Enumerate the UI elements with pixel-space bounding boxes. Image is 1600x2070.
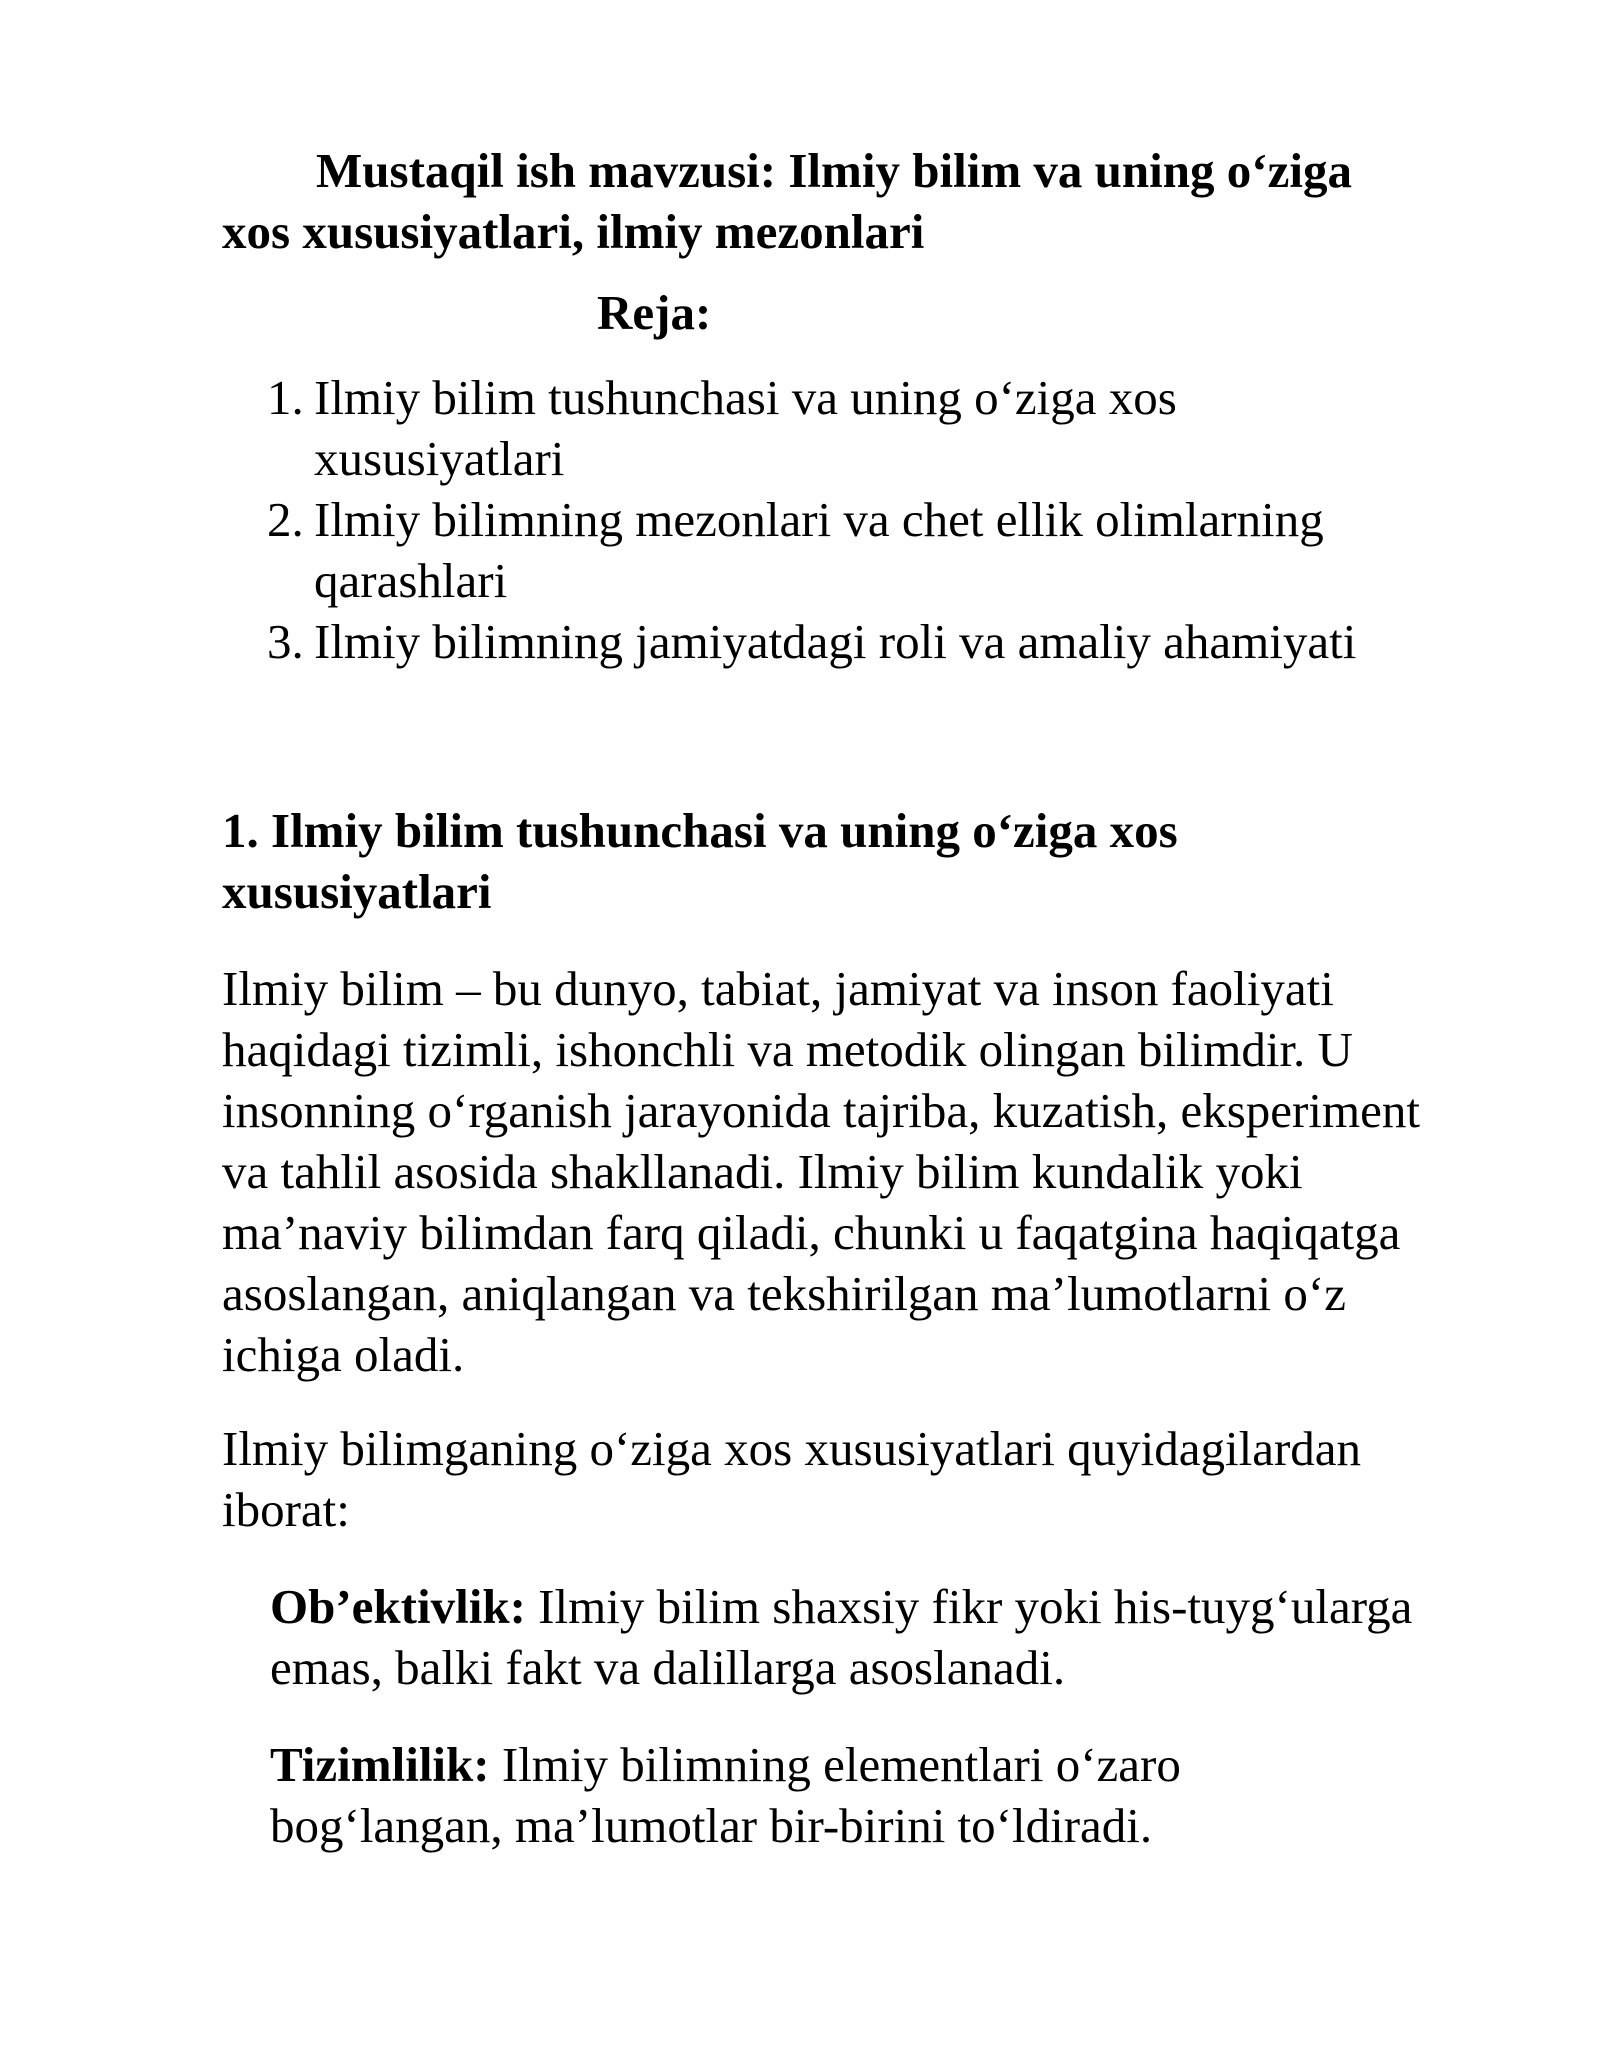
- plan-item-2: [222, 489, 1472, 611]
- plan-item-text: Ilmiy bilimning jamiyatdagi roli va amaliy ahamiyati: [314, 614, 1357, 669]
- feature-item: [270, 1734, 1420, 1856]
- document-title: Mustaqil ish mavzusi: Ilmiy bilim va uning o‘ziga xos xususiyatlari, ilmiy mezonlari: [222, 143, 1352, 259]
- body-paragraph: Ilmiy bilim – bu dunyo, tabiat, jamiyat va inson faoliyati haqidagi tizimli, ishonchli va metodik olingan bilimdir. U insonning o‘rganish jarayonida tajriba, kuzatish, eksperiment va tahlil asosida shakllanadi. Ilmiy bilim kundalik yoki ma’naviy bilimdan farq qiladi, chunki u faqatgina haqiqatga asoslangan, aniqlangan va tekshirilgan ma’lumotlarni o‘z ichiga oladi.: [222, 961, 1420, 1382]
- feature-term: Tizimlilik:: [270, 1737, 490, 1792]
- section-heading: 1. Ilmiy bilim tushunchasi va uning o‘ziga xos xususiyatlari: [222, 803, 1178, 919]
- plan-heading: Reja:: [597, 285, 712, 340]
- plan-item-3: [222, 611, 1472, 672]
- plan-list: [222, 367, 1472, 672]
- plan-item-number: 1.: [267, 370, 304, 425]
- document-page: [222, 140, 1472, 1856]
- plan-item-1: [222, 367, 1472, 489]
- body-paragraph: Ilmiy bilimganing o‘ziga xos xususiyatlari quyidagilardan iborat:: [222, 1421, 1362, 1537]
- plan-item-number: 3.: [267, 614, 304, 669]
- feature-item: [270, 1576, 1420, 1698]
- feature-description: Ilmiy bilim shaxsiy fikr yoki his-tuyg‘ularga emas, balki fakt va dalillarga asoslanadi.: [270, 1579, 1413, 1695]
- feature-description: Ilmiy bilimning elementlari o‘zaro bog‘langan, ma’lumotlar bir-birini to‘ldiradi.: [270, 1737, 1181, 1853]
- feature-term: Ob’ektivlik:: [270, 1579, 526, 1634]
- plan-item-text: Ilmiy bilimning mezonlari va chet ellik olimlarning qarashlari: [314, 492, 1324, 608]
- plan-item-text: Ilmiy bilim tushunchasi va uning o‘ziga xos xususiyatlari: [314, 370, 1177, 486]
- plan-item-number: 2.: [267, 492, 304, 547]
